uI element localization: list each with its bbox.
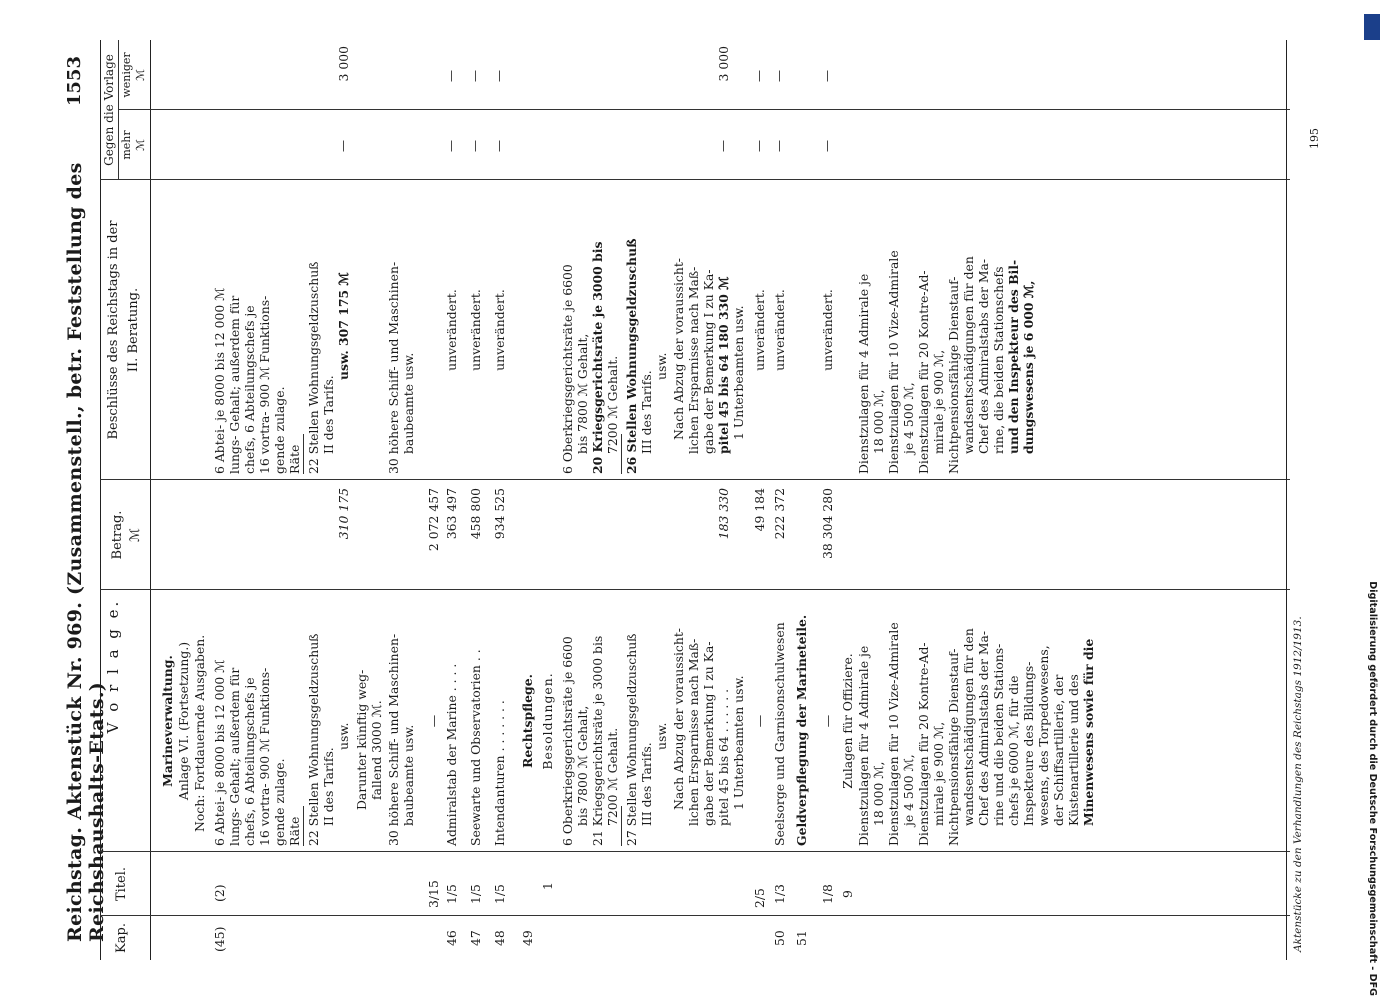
kap-45: (45) (212, 926, 227, 952)
col-beschluesse: Beschlüsse des Reichstags in der (106, 220, 121, 440)
beschluss-180330: pitel 45 bis 64 180 330 ℳ (716, 276, 731, 454)
col-betrag: Betrag. (110, 510, 125, 560)
running-header (56, 40, 108, 960)
beschluss-307175: usw. 307 175 ℳ (336, 272, 351, 380)
col-weniger: weniger (120, 52, 133, 98)
col-mehr: mehr (120, 130, 133, 160)
page-number: 1553 (64, 56, 85, 107)
betrag-183330: 183 330 (716, 488, 731, 540)
weniger-3000-b: 3 000 (716, 46, 731, 82)
titel-2: (2) (212, 884, 227, 902)
col-gegen: Gegen die Vorlage (102, 54, 116, 166)
col-titel: Titel. (114, 866, 129, 902)
col-vorlage: V o r l a g e. (104, 598, 122, 734)
header-rule (100, 40, 101, 960)
weniger-3000-a: 3 000 (336, 46, 351, 82)
betrag-310175: 310 175 (336, 488, 351, 540)
digitization-strip (1364, 6, 1380, 996)
footer-note: Aktenstücke zu den Verhandlungen des Reichstags 1912/1913. (1292, 616, 1304, 952)
col-betrag-unit: ℳ (128, 528, 143, 542)
col-mehr-unit: ℳ (134, 139, 147, 151)
section-marineverwaltung: Marineverwaltung. (160, 655, 175, 787)
header-title: Reichstag. Aktenstück Nr. 969. (Zusammenstell., betr. Feststellung des Reichshaushalts-Etats.) (64, 162, 108, 942)
digitization-credit: Digitalisierung gefördert durch die Deutsche Forschungsgemeinschaft - DFG (1367, 581, 1378, 996)
bottom-page-number: 195 (1308, 128, 1321, 149)
rotated-page: Reichstag. Aktenstück Nr. 969. (Zusammenstell., betr. Feststellung des Reichshaushalts-Etats.) 1553 Kap. Titel. V o r l a g e. Betrag. ℳ Beschlüsse des Reichstags in der II. Beratung. Gegen die Vorlage mehr weniger ℳ ℳ Marineverwaltung. Anlage VI. (Fortsetzung.) Noch: Fortdauernde Ausgaben. (45) (2) 6 Abtei- je 8000 bis 12 000 ℳ lungs- Gehalt; außerdem für chefs, 6 Abteilungschefs je 16 vortra- 900 ℳ Funktions- gende zulage. Räte 22 Stellen Wohnungsgeldzuschuß II des Tarifs. usw. 310 175 Darunter künftig weg- fallend 3000 ℳ. 30 höhere Schiff- und Maschinen- baubeamte usw. 3/15 — 2 072 457 46 1/5 Admiralstab der Marine . . . . 363 497 47 1/5 Seewarte und Observatorien . . 458 800 48 1/5 Intendanturen . . . . . . . 934 525 49 Rechtspflege. 1 Besoldungen. 6 Oberkriegsgerichtsräte je 6600 bis 7800 ℳ Gehalt, 21 Kriegsgerichtsräte je 3000 bis 7200 ℳ Gehalt. 27 Stellen Wohnungsgeldzuschuß III des Tarifs. usw. Nach Abzug der voraussicht- lichen Ersparnisse nach Maß- gabe der Bemerkung I zu Ka- pitel 45 bis 64 . . . . . . 183 330 1 Unterbeamten usw. 2/5 — 49 184 50 1/3 Seelsorge und Garnisonschulwesen 222 372 51 Geldverpflegung der Marineteile. 1/8 — 38 304 280 9 Zulagen für Offiziere. Dienstzulagen für 4 Admirale je 18 000 ℳ, Dienstzulagen für 10 Vize-Admirale je 4 500 ℳ, Dienstzulagen für 20 Kontre-Ad- mirale je 900 ℳ, Nichtpensionsfähige Dienstauf- wandsentschädigungen für den Chef des Admiralstabs der Ma- rine und die beiden Stations- chefs je 6000 ℳ, für die Inspekteure des Bildungs- wesens, des Torpedowesens, der Schiffsartillerie, der Küstenartillerie und des Minenwesens sowie für die 6 Abtei- je 8000 bis 12 000 ℳ lungs- Gehalt; außerdem für chefs, 6 Abteilungschefs je 16 vortra- 900 ℳ Funktions- gende zulage. Räte 22 Stellen Wohnungsgeldzuschuß II des Tarifs. usw. 307 175 ℳ 3 000 — 30 höhere Schiff- und Maschinen- baubeamte usw. unverändert. unverändert. unverändert. — — — — — — 6 Oberkriegsgerichtsräte je 6600 bis 7800 ℳ Gehalt, 20 Kriegsgerichtsräte je 3000 bis 7200 ℳ Gehalt. 26 Stellen Wohnungsgeldzuschuß III des Tarifs. usw. Nach Abzug der voraussicht- lichen Ersparnisse nach Maß- gabe der Bemerkung I zu Ka- pitel 45 bis 64 180 330 ℳ 3 000 — 1 Unterbeamten usw. unverändert. unverändert. — — — — unverändert. — — Dienstzulagen für 4 Admirale je 18 000 ℳ, Dienstzulagen für 10 Vize-Admirale je 4 500 ℳ, Dienstzulagen für 20 Kontre-Ad- mirale je 900 ℳ, Nichtpensionsfähige Dienstauf- wandsentschädigungen für den Chef des Admiralstabs der Ma- rine, die beiden Stationschefs und den Inspekteur des Bil- dungswesens je 6 000 ℳ, Aktenstücke zu den Verhandlungen des Reichstags 1912/1913. (50, 40, 1310, 960)
col-weniger-unit: ℳ (134, 69, 147, 81)
col-kap: Kap. (114, 923, 129, 953)
column-header-rule (150, 40, 151, 960)
col-beratung: II. Beratung. (126, 287, 141, 373)
